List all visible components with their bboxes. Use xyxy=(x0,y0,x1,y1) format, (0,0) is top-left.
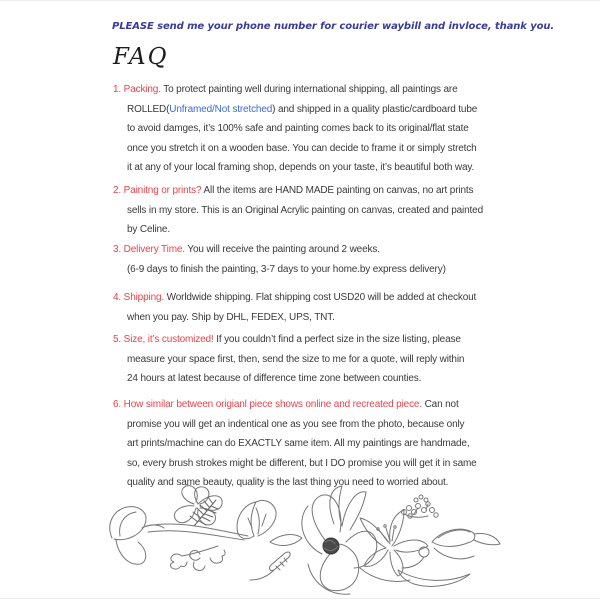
faq-item xyxy=(113,181,483,240)
faq-text: promise you will get an indentical one as you see from the photo, because only xyxy=(127,418,465,430)
faq-line xyxy=(113,288,476,308)
faq-line xyxy=(113,181,483,201)
flower-line-art xyxy=(98,484,502,598)
faq-item xyxy=(113,330,464,389)
top-divider xyxy=(0,0,600,1)
faq-line xyxy=(113,240,446,260)
faq-item xyxy=(113,395,477,493)
faq-title: FAQ xyxy=(113,44,169,70)
faq-text: Can not xyxy=(421,399,459,410)
faq-item-heading: 3. Delivery Time. xyxy=(113,244,185,255)
faq-text: If you couldn’t find a perfect size in the size listing, please xyxy=(213,334,461,345)
faq-line xyxy=(113,434,477,454)
faq-line xyxy=(113,100,477,120)
header-note: PLEASE send me your phone number for courier waybill and invloce, thank you. xyxy=(112,21,555,32)
faq-text: so, every brush strokes might be different, but I DO promise you will get it in same xyxy=(127,457,477,469)
faq-line xyxy=(113,119,477,139)
faq-line xyxy=(113,395,477,415)
faq-text: by Celine. xyxy=(127,224,170,235)
faq-text: when you pay. Ship by DHL, FEDEX, UPS, TNT. xyxy=(127,311,335,323)
faq-text: ROLLED( xyxy=(127,103,170,115)
faq-line xyxy=(113,260,446,280)
faq-text: once you stretch it on a wooden base. You can decide to frame it or simply stretch xyxy=(127,142,477,154)
faq-item-heading: 5. Size, it’s customized! xyxy=(113,334,214,345)
faq-line xyxy=(113,308,476,328)
bottom-divider xyxy=(0,598,600,599)
faq-text: ) and shipped in a quality plastic/cardboard tube xyxy=(272,103,478,115)
highlighted-text: Unframed/Not stretched xyxy=(169,103,273,115)
faq-text: Worldwide shipping. Flat shipping cost USD20 will be added at checkout xyxy=(164,292,477,303)
faq-item-heading: 4. Shipping. xyxy=(113,292,165,303)
faq-item-heading: 1. Packing. xyxy=(113,84,161,95)
faq-line xyxy=(113,415,477,435)
faq-text: To protect painting well during international shipping, all paintings are xyxy=(160,84,458,95)
faq-text: (6-9 days to finish the painting, 3-7 days to your home.by express delivery) xyxy=(127,263,446,275)
faq-text: measure your space first, then, send the size to me for a quote, will reply within xyxy=(127,353,465,365)
faq-line xyxy=(113,201,483,221)
faq-text: All the items are HAND MADE painting on canvas, no art prints xyxy=(201,185,474,196)
faq-text: You will receive the painting around 2 weeks. xyxy=(184,244,380,255)
faq-line xyxy=(113,369,464,389)
faq-line xyxy=(113,220,483,240)
faq-text: sells in my store. This is an Original Acrylic painting on canvas, created and painted xyxy=(127,204,483,216)
faq-text: it at any of your local framing shop, depends on your taste, it’s beautiful both way. xyxy=(127,162,475,173)
faq-text: to avoid damges, it’s 100% safe and painting comes back to its original/flat state xyxy=(127,123,469,134)
faq-item xyxy=(113,80,477,178)
faq-item xyxy=(113,288,476,327)
faq-text: art prints/machine can do EXACTLY same item. All my paintings are handmade, xyxy=(127,438,470,449)
faq-line xyxy=(113,139,477,159)
faq-item xyxy=(113,240,446,279)
faq-line xyxy=(113,330,464,350)
faq-item-heading: 2. Painitng or prints? xyxy=(113,185,202,196)
faq-item-heading: 6. How similar between origianl piece shows online and recreated piece. xyxy=(113,399,422,410)
faq-text: 24 hours at latest because of difference time zone between counties. xyxy=(127,373,422,384)
faq-line xyxy=(113,80,477,100)
faq-text: quality and same beauty, quality is the last thing you need to worried about. xyxy=(127,477,449,488)
faq-line xyxy=(113,454,477,474)
faq-line xyxy=(113,350,464,370)
faq-line xyxy=(113,158,477,178)
